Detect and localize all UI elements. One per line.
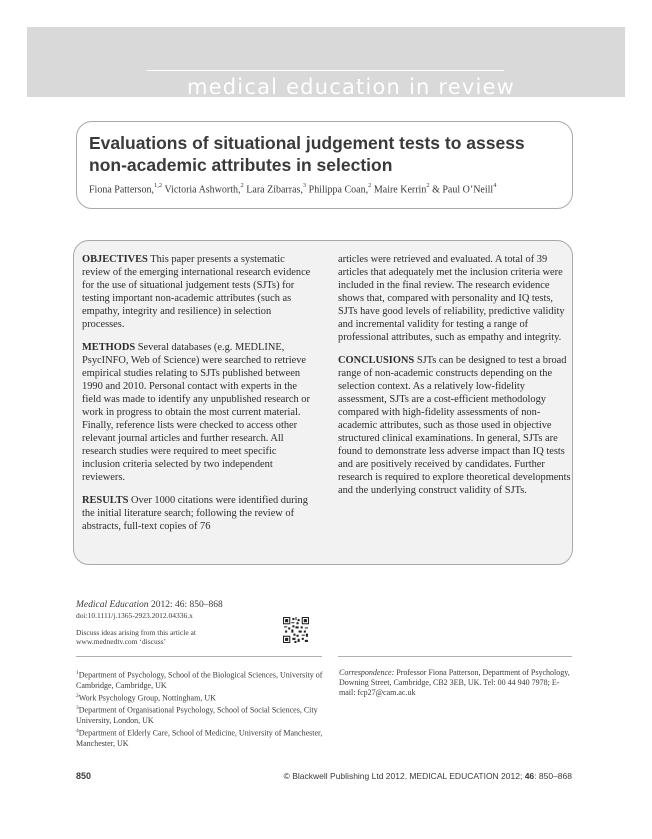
affiliation-item xyxy=(76,691,326,704)
discuss-link[interactable]: www.mednedtv.com ‘discuss’ xyxy=(76,637,167,646)
affiliation-item xyxy=(76,703,326,726)
affiliation-item xyxy=(76,726,326,749)
affiliation-text: Department of Organisational Psychology, School of Social Sciences, City University, London, UK xyxy=(76,705,318,725)
footer-pages: : 850–868 xyxy=(534,771,572,781)
copyright-text: © Blackwell Publishing Ltd 2012. MEDICAL EDUCATION 2012; xyxy=(283,771,523,781)
footer-volume: 46 xyxy=(524,771,535,781)
author-name: Victoria Ashworth, xyxy=(164,184,241,196)
affiliations xyxy=(76,668,326,749)
abstract-box xyxy=(73,240,573,565)
article-title: Evaluations of situational judgement tests to assess non-academic attributes in selection xyxy=(89,133,525,175)
abstract-column-left xyxy=(82,253,315,543)
banner-rule xyxy=(147,70,504,71)
banner-title: medical education in review xyxy=(187,75,516,99)
results-text: Over 1000 citations were identified during the initial literature search; following the review of abstracts, full-text copies of 76 xyxy=(82,495,308,532)
abstract-results xyxy=(82,494,315,533)
author-affil: 3 xyxy=(302,182,307,189)
conclusions-heading: CONCLUSIONS xyxy=(338,355,415,366)
section-banner xyxy=(27,27,625,97)
abstract-methods xyxy=(82,341,315,484)
conclusions-text: SJTs can be designed to test a broad range of non-academic constructs depending on the selection context. As a relatively low-fidelity assessment, SJTs are a cost-efficient methodology compared with high-fidelity assessments of non-academic attributes, such as those used in objective structured clinical examinations. In general, SJTs are found to demonstrate less adverse impact than IQ tests and are positively received by candidates. Further research is required to explore theoretical developments and the underlying construct validity of SJTs. xyxy=(338,355,571,496)
author-name: Lara Zibarras, xyxy=(246,184,303,196)
correspondence-text: Professor Fiona Patterson, Department of Psychology, Downing Street, Cambridge, CB2 3EB, UK. Tel: 00 44 940 7978; E-mail: fcp27@cam.ac.uk xyxy=(339,668,570,697)
affiliation-item xyxy=(76,668,326,691)
author-affil: 2 xyxy=(426,182,430,189)
author-affil: 2 xyxy=(240,182,244,189)
affiliation-number: 4 xyxy=(76,727,79,734)
correspondence-label: Correspondence: xyxy=(339,668,395,677)
author-name: Fiona Patterson, xyxy=(89,184,154,196)
page-number: 850 xyxy=(76,771,92,781)
objectives-text: This paper presents a systematic review of the emerging international research evidence for the use of situational judgement tests (SJTs) for testing important non-academic attributes (such as empathy, integrity and resilience) in selection processes. xyxy=(82,254,311,330)
doi[interactable]: doi:10.1111/j.1365-2923.2012.04336.x xyxy=(76,611,193,620)
results-heading: RESULTS xyxy=(82,495,129,506)
discuss-line: Discuss ideas arising from this article at xyxy=(76,628,196,637)
footnote-divider-left xyxy=(76,656,322,657)
affiliation-number: 1 xyxy=(76,670,79,676)
author-affil: 1,2 xyxy=(154,182,163,189)
author-affil: 2 xyxy=(368,182,372,189)
abstract-objectives xyxy=(82,253,315,331)
objectives-heading: OBJECTIVES xyxy=(82,254,148,265)
results-continued: articles were retrieved and evaluated. A total of 39 articles that adequately met the inclusion criteria were included in the final review. The research evidence shows that, compared with personality and IQ tests, SJTs have good levels of reliability, predictive validity and incremental validity for testing a range of professional attributes, such as empathy and integrity. xyxy=(338,254,565,343)
abstract-conclusions xyxy=(338,354,571,497)
journal-name: Medical Education xyxy=(76,600,149,610)
methods-heading: METHODS xyxy=(82,342,136,353)
author-name: Maire Kerrin xyxy=(373,184,427,196)
affiliation-text: Department of Psychology, School of the Biological Sciences, University of Cambridge, Cambridge, UK xyxy=(76,670,323,690)
affiliation-number: 2 xyxy=(76,692,79,699)
affiliation-number: 3 xyxy=(76,705,79,712)
methods-text: Several databases (e.g. MEDLINE, PsycINFO, Web of Science) were searched to retrieve empirical studies relating to SJTs published between 1990 and 2010. Personal contact with experts in the field was made to identify any unpublished research or work in progress to obtain the most current material. Finally, reference lists were checked to access other relevant journal articles and further research. All research studies were required to meet specific inclusion criteria selected by two independent reviewers. xyxy=(82,342,310,483)
citation-volume: 2012: 46: 850–868 xyxy=(150,600,223,610)
footer-copyright xyxy=(284,771,572,781)
footnote-divider-right xyxy=(338,656,572,657)
journal-citation xyxy=(76,599,223,611)
affiliation-text: Department of Elderly Care, School of Medicine, University of Manchester, Manchester, UK xyxy=(76,728,323,748)
discuss-note xyxy=(76,628,276,646)
author-name: & Paul O’Neill xyxy=(432,184,494,196)
qr-code-icon[interactable] xyxy=(283,617,309,643)
author-list xyxy=(89,183,496,195)
author-affil: 4 xyxy=(493,182,497,189)
correspondence xyxy=(339,668,573,698)
title-box xyxy=(76,121,573,209)
abstract-column-right xyxy=(338,253,571,507)
affiliation-text: Work Psychology Group, Nottingham, UK xyxy=(78,693,216,703)
author-name: Philippa Coan, xyxy=(308,184,369,196)
